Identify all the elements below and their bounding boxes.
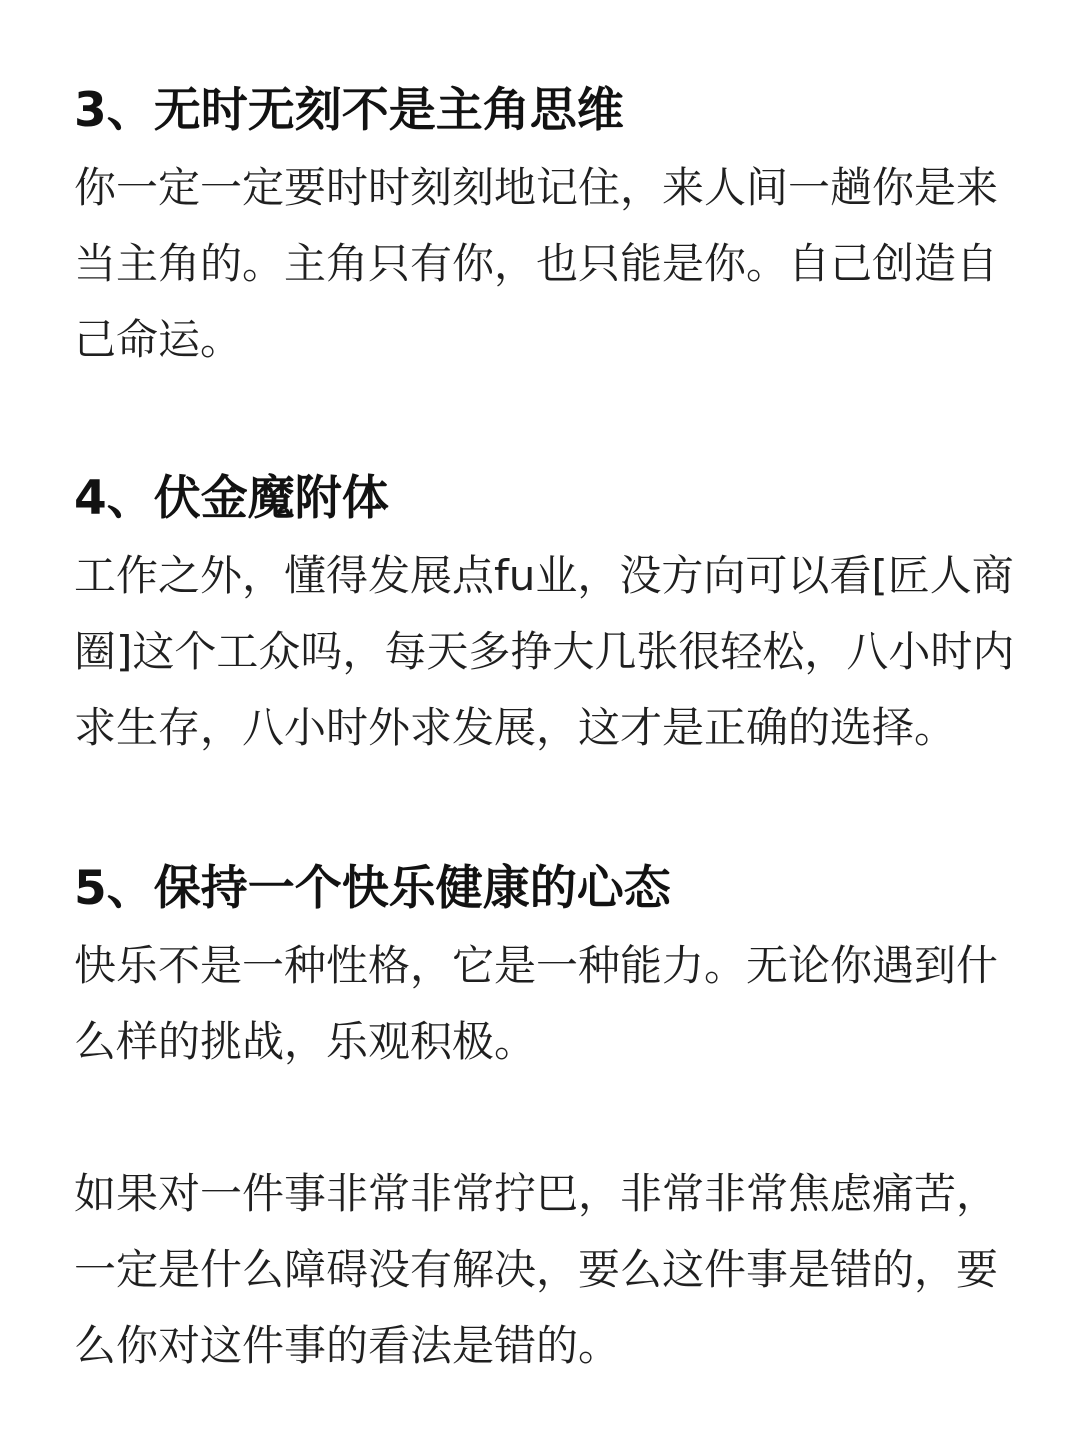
section-body <box>74 538 1014 766</box>
section-heading: 4、伏金魔附体 <box>74 471 389 526</box>
section-4 <box>74 468 1014 766</box>
body-line: 么样的挑战，乐观积极。 <box>74 1017 537 1066</box>
body-line: 你一定一定要时时刻刻地记住，来人间一趟你是来 <box>74 163 999 212</box>
section-body <box>74 928 1014 1080</box>
body-line: 么你对这件事的看法是错的。 <box>74 1321 621 1370</box>
body-line: 快乐不是一种性格，它是一种能力。无论你遇到什 <box>74 941 999 990</box>
body-line: 当主角的。主角只有你，也只能是你。自己创造自 <box>74 239 999 288</box>
body-line: 一定是什么障碍没有解决，要么这件事是错的，要 <box>74 1245 999 1294</box>
section-heading: 5、保持一个快乐健康的心态 <box>74 861 671 916</box>
body-line: 如果对一件事非常非常拧巴，非常非常焦虑痛苦， <box>74 1169 999 1218</box>
body-line: 圈]这个工众吗，每天多挣大几张很轻松，八小时内 <box>74 627 1015 676</box>
body-line: 己命运。 <box>74 315 243 364</box>
section-heading: 3、无时无刻不是主角思维 <box>74 83 624 138</box>
body-line: 工作之外，懂得发展点fu业，没方向可以看[匠人商 <box>74 551 1014 600</box>
closing-paragraph <box>74 1156 1014 1384</box>
section-body <box>74 150 1014 378</box>
section-3 <box>74 80 1014 378</box>
body-line: 求生存，八小时外求发展，这才是正确的选择。 <box>74 703 957 752</box>
section-5 <box>74 858 1014 1080</box>
